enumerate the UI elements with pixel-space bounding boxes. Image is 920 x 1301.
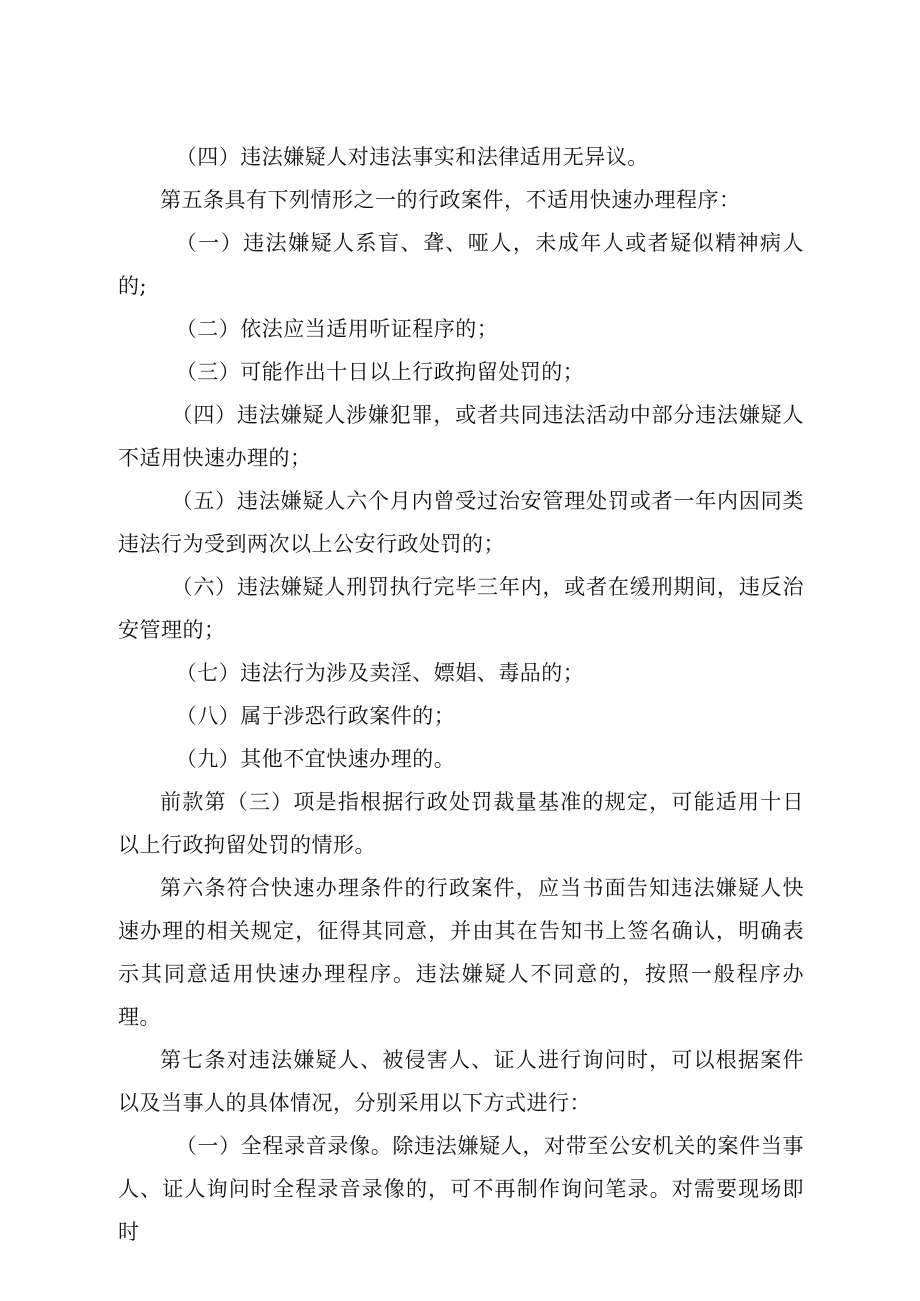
article-5-item-8: （八）属于涉恐行政案件的； (175, 704, 456, 728)
article-5-note: 前款第（三）项是指根据行政处罚裁量基准的规定，可能适用十日以上行政拘留处罚的情形。 (118, 790, 804, 857)
article-7-heading: 第七条对违法嫌疑人、被侵害人、证人进行询问时，可以根据案件以及当事人的具体情况，分别采用以下方式进行： (118, 1048, 804, 1115)
document-body (118, 136, 804, 1254)
article-5-item-3: （三）可能作出十日以上行政拘留处罚的； (175, 360, 585, 384)
article-5-item-7: （七）违法行为涉及卖淫、嫖娼、毒品的； (175, 661, 585, 685)
article-5-item-5: （五）违法嫌疑人六个月内曾受过治安管理处罚或者一年内因同类违法行为受到两次以上公安行政处罚的； (118, 489, 804, 556)
article-7-item-1: （一）全程录音录像。除违法嫌疑人，对带至公安机关的案件当事人、证人询问时全程录音录像的，可不再制作询问笔录。对需要现场即时 (118, 1134, 804, 1244)
article-5-item-6: （六）违法嫌疑人刑罚执行完毕三年内，或者在缓刑期间，违反治安管理的； (118, 575, 804, 642)
article-5-item-1: （一）违法嫌疑人系盲、聋、哑人，未成年人或者疑似精神病人的; (118, 231, 804, 298)
clause-4-no-objection: （四）违法嫌疑人对违法事实和法律适用无异议。 (175, 145, 649, 169)
article-5-item-4: （四）违法嫌疑人涉嫌犯罪，或者共同违法活动中部分违法嫌疑人不适用快速办理的； (118, 403, 804, 470)
article-5-item-9: （九）其他不宜快速办理的。 (175, 747, 456, 771)
article-5-item-2: （二）依法应当适用听证程序的； (175, 317, 499, 341)
article-6: 第六条符合快速办理条件的行政案件，应当书面告知违法嫌疑人快速办理的相关规定，征得其同意，并由其在告知书上签名确认，明确表示其同意适用快速办理程序。违法嫌疑人不同意的，按照一般程序办理。 (118, 876, 804, 1029)
article-5-heading: 第五条具有下列情形之一的行政案件，不适用快速办理程序： (160, 188, 741, 212)
